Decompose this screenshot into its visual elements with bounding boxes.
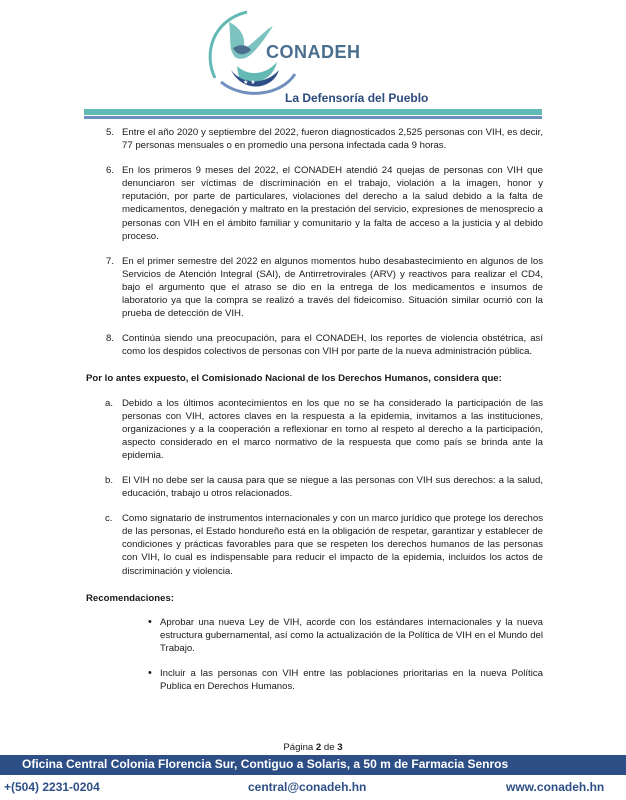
bullet-icon: • — [148, 615, 152, 628]
lettered-item — [86, 474, 543, 500]
footer-website-link[interactable]: www.conadeh.hn — [506, 780, 605, 794]
numbered-item — [86, 126, 543, 152]
item-number: 8. — [106, 333, 115, 345]
footer-address: Oficina Central Colonia Florencia Sur, Contiguo a Solaris, a 50 m de Farmacia Senros — [22, 757, 509, 771]
bullet-icon: • — [148, 667, 152, 679]
item-text: Como signatario de instrumentos internacionales y con un marco jurídico que protege los derechos de las personas, el Estado hondureño está en la obligación de respetar, garantizar y establecer de condiciones y prácticas favorables para que se respeten los derechos humanos de las personas con VIH, lo cual es indispensable para reducir el impacto de la epidemia, incluidos los actos de discriminación y violencia. — [122, 513, 543, 577]
footer-email[interactable]: central@conadeh.hn — [248, 780, 367, 794]
brand-name: CONADEH — [266, 42, 361, 62]
header-band-teal — [84, 109, 542, 115]
item-text: En el primer semestre del 2022 en algunos momentos hubo desabastecimiento en algunos de los Servicios de Atención Integral (SAI), de Antirretrovirales (ARV) y reactivos para realizar el CD4, bajo el argumento que el atraso se dio en la entrega de los medicamentos e insumos de laboratorio ya que la compra se realizó a través del fideicomiso. Situación similar ocurrió con la prueba de detección de VIH. — [122, 255, 543, 320]
page-number: Página 2 de 3 — [283, 742, 343, 753]
tagline: La Defensoría del Pueblo — [285, 91, 429, 105]
lettered-item — [86, 397, 543, 462]
recomendaciones-heading: Recomendaciones: — [86, 592, 174, 604]
item-text: En los primeros 9 meses del 2022, el CONADEH atendió 24 quejas de personas con VIH que denunciaron ser víctimas de discriminación en el trabajo, violación a la imagen, honor y reputación, por parte de particulares, violaciones del derecho a la salud debido a la falta de medicamentos, denegación y maltrato en la prestación del servicio, expresiones de menosprecio a personas con VIH en el ámbito familiar y comunitario y la falta de acceso a la justicia y al debido proceso. — [122, 165, 543, 242]
recommendation-list — [86, 616, 543, 693]
item-text: Continúa siendo una preocupación, para el CONADEH, los reportes de violencia obstétrica, así como los despidos colectivos de personas con VIH por parte de la nueva administración pública. — [122, 333, 543, 358]
item-number: 7. — [106, 255, 115, 267]
item-number: 5. — [106, 127, 115, 138]
list-item — [148, 667, 543, 693]
total-pages: 3 — [337, 742, 343, 753]
item-text: El VIH no debe ser la causa para que se niegue a las personas con VIH sus derechos: a la salud, educación, trabajo u otros relacionados. — [122, 474, 543, 500]
item-letter: b. — [105, 474, 114, 486]
lettered-item — [86, 512, 543, 577]
considera-heading: Por lo antes expuesto, el Comisionado Nacional de los Derechos Humanos, considera que: — [86, 373, 502, 385]
svg-text:★ ★: ★ ★ — [243, 79, 256, 86]
item-text: Debido a los últimos acontecimientos en los que no se ha considerado la participación de las personas con VIH, actores claves en la respuesta a la epidemia, invitamos a las instituciones, organizaciones y a la cooperación a reflexionar en torno al respeto al derecho a la participación, aspecto considerado en el marco normativo de la respuesta que como país se brinda ante la epidemia. — [122, 397, 543, 461]
list-item — [148, 616, 543, 655]
current-page: 2 — [315, 742, 322, 753]
item-letter: c. — [105, 513, 113, 525]
numbered-item — [86, 255, 543, 320]
document-body — [86, 126, 543, 705]
item-number: 6. — [106, 165, 115, 177]
item-text: Entre el año 2020 y septiembre del 2022, fueron diagnosticados 2,525 personas con VIH, es decir, 77 personas mensuales o en promedio una persona infectada cada 9 horas. — [122, 127, 543, 152]
svg-text:★: ★ — [250, 86, 256, 93]
numbered-item — [86, 164, 543, 243]
numbered-item — [86, 332, 543, 358]
footer-phone: +(504) 2231-0204 — [4, 780, 100, 794]
header-band-blue — [84, 116, 542, 119]
item-text: Incluir a las personas con VIH entre las poblaciones prioritarias en la nueva Política Publica en Derechos Humanos. — [160, 668, 543, 693]
conadeh-logo — [203, 8, 433, 106]
item-text: Aprobar una nueva Ley de VIH, acorde con los estándares internacionales y la nueva estructura gubernamental, así como la actualización de la Política de VIH en el Mundo del Trabajo. — [160, 616, 543, 654]
item-letter: a. — [105, 397, 114, 409]
